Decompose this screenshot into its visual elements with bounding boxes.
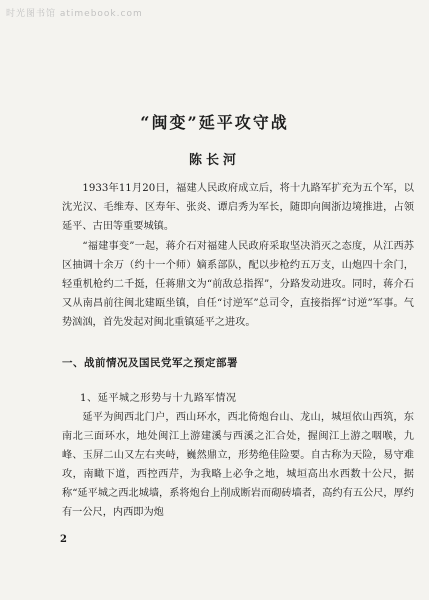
page-number: 2 — [60, 534, 67, 545]
author-name: 陈长河 — [188, 153, 240, 168]
section-heading: 一、战前情况及国民党军之预定部署 — [62, 357, 238, 369]
watermark-text: 时光图书馆 atimebook.com — [6, 9, 143, 19]
subsection-heading: 1、延平城之形势与十九路军情况 — [80, 393, 237, 404]
paragraph-1: 1933年11月20日，福建人民政府成立后，将十九路军扩充为五个军，以沈光汉、毛维寿、区寿年、张炎、谭启秀为军长，随即向闽浙边境推进，占领延平、古田等重要城镇。 — [62, 183, 414, 232]
paragraph-2: “福建事变”一起，蒋介石对福建人民政府采取坚决消灭之态度，从江西苏区抽调十余万（约十一个师）嫡系部队，配以步枪约五万支，山炮四十余门，轻重机枪约二千挺，任蒋鼎文为“前敌总指挥”，分路发动进攻。同时，蒋介石又从南昌前往闽北建瓯坐镇，自任“讨逆军”总司令，直接指挥“讨逆”军事。气势汹汹，首先发起对闽北重镇延平之进攻。 — [62, 241, 414, 328]
article-title: “闽变”延平攻守战 — [140, 113, 289, 132]
paragraph-3: 延平为闽西北门户，西山环水，西北倚炮台山、龙山，城垣依山西筑，东南北三面环水，地处闽江上游建溪与西溪之汇合处，握闽江上游之咽喉，九峰、玉屏二山又左右夹峙，巍然鼎立，形势绝佳险要。自古称为天险，易守难攻，南瞰下道，西控西芹，为我略上必争之地，城垣高出水西数十公尺，据称“延平城之西北城墙，系将炮台上削成断岩而砌砖墙者，高约有五公尺，厚约有一公尺，内西即为炮 — [62, 412, 414, 518]
